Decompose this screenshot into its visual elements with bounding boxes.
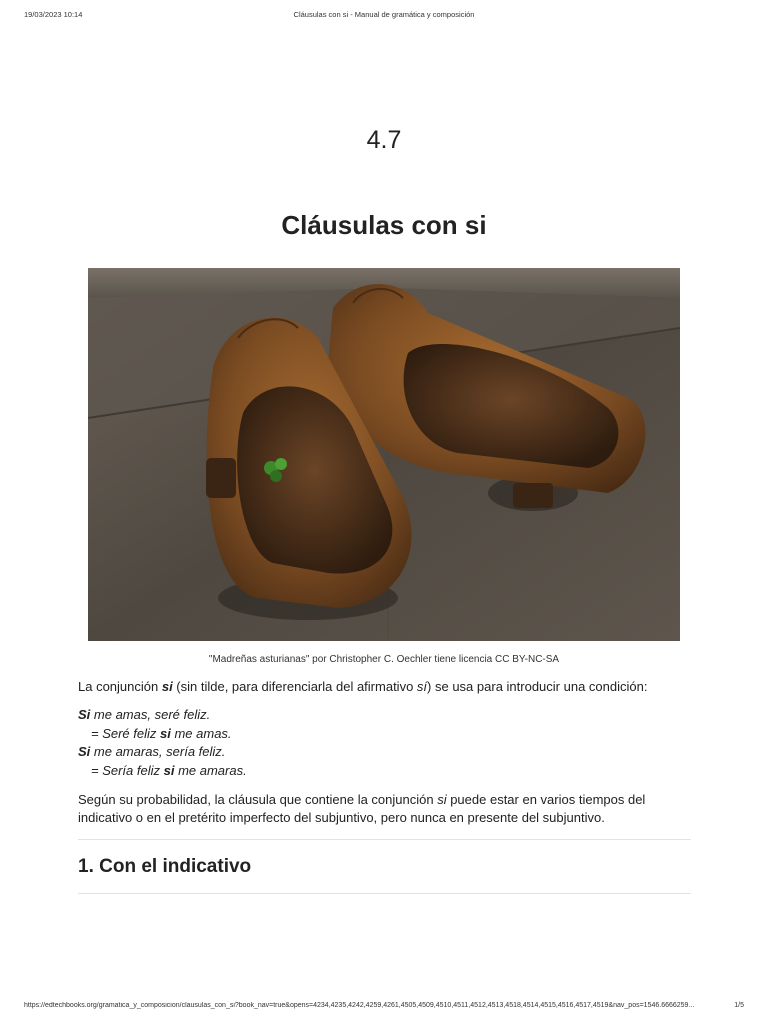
paragraph-text-2: puede estar en varios tiempos del indicativo o en el pretérito imperfecto del subjuntivo, pero nunca en presente del subjuntivo. bbox=[78, 792, 646, 825]
paragraph-text-1: Según su probabilidad, la cláusula que contiene la conjunción bbox=[78, 792, 438, 807]
example-text: = Sería feliz bbox=[91, 762, 164, 778]
example-block bbox=[78, 706, 692, 780]
example-si: si bbox=[160, 725, 171, 741]
print-header bbox=[24, 10, 744, 22]
chapter-number: 4.7 bbox=[366, 126, 402, 154]
print-datetime: 19/03/2023 10:14 bbox=[24, 10, 83, 19]
probability-paragraph bbox=[78, 791, 692, 827]
example-si: si bbox=[163, 762, 175, 778]
paragraph-si: si bbox=[437, 792, 447, 807]
intro-text-3: ) se usa para introducir una condición: bbox=[427, 679, 648, 694]
page-number: 1/5 bbox=[734, 1002, 744, 1009]
section-heading: 1. Con el indicativo bbox=[78, 856, 252, 877]
example-line bbox=[78, 706, 692, 725]
example-si: Si bbox=[78, 744, 91, 759]
example-line bbox=[78, 762, 692, 781]
clogs-photo bbox=[88, 268, 680, 641]
intro-text-1: La conjunción bbox=[78, 679, 162, 694]
intro-si-bold: si bbox=[161, 679, 173, 694]
print-title: Cláusulas con si - Manual de gramática y composición bbox=[293, 10, 475, 19]
example-si: Si bbox=[78, 707, 91, 722]
section-divider-bottom bbox=[78, 893, 691, 894]
example-line bbox=[78, 725, 692, 744]
intro-paragraph bbox=[78, 678, 692, 696]
example-text: me amaras, sería feliz. bbox=[90, 744, 226, 759]
section-divider-top bbox=[78, 839, 691, 840]
page-title: Cláusulas con si bbox=[281, 210, 487, 240]
clogs-photo-illustration bbox=[88, 268, 680, 641]
example-text: me amas, seré feliz. bbox=[90, 707, 211, 722]
example-line bbox=[78, 743, 692, 762]
intro-si-accent: sí bbox=[416, 679, 428, 694]
print-footer bbox=[24, 1002, 744, 1014]
example-text: me amaras. bbox=[174, 762, 247, 778]
example-text: = Seré feliz bbox=[91, 725, 161, 741]
page-url: https://edtechbooks.org/gramatica_y_composicion/clausulas_con_si?book_nav=true&opens=4234,4235,4242,4259,4261,4505,4509,4510,4511,4512,4513,4518,4514,4515,4516,4517,4519&nav_pos=1546.6666259... bbox=[24, 1002, 695, 1009]
example-text: me amas. bbox=[170, 725, 232, 741]
image-caption: "Madreñas asturianas" por Christopher C. Oechler tiene licencia CC BY-NC-SA bbox=[208, 654, 560, 665]
intro-text-2: (sin tilde, para diferenciarla del afirmativo bbox=[172, 679, 417, 694]
